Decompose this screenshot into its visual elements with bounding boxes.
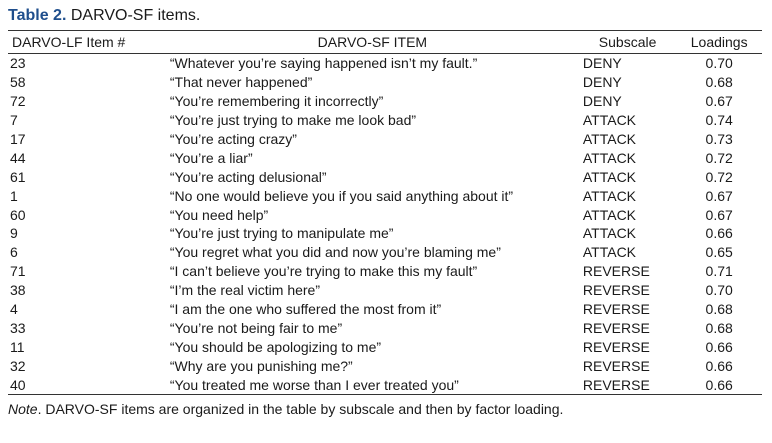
cell-item-number: 32: [10, 357, 26, 374]
table-caption-title: DARVO-SF items.: [70, 7, 201, 24]
cell-item-number: 61: [10, 168, 26, 185]
cell-item-number: 23: [10, 55, 26, 72]
cell-subscale: ATTACK: [582, 244, 637, 261]
cell-item-text: “You’re just trying to make me look bad”: [169, 112, 417, 129]
cell-item-text: “You’re a liar”: [169, 149, 253, 166]
cell-subscale: REVERSE: [582, 357, 650, 374]
cell-item-number: 17: [10, 131, 26, 147]
cell-subscale: REVERSE: [582, 376, 650, 393]
cell-item-number: 11: [10, 338, 25, 355]
cell-subscale: REVERSE: [582, 338, 650, 355]
table-caption: [8, 6, 762, 26]
cell-item-text: “You’re acting delusional”: [169, 168, 327, 185]
table-caption-label: Table 2.: [8, 7, 67, 24]
cell-item-number: 4: [10, 301, 18, 318]
cell-loading: 0.72: [705, 149, 733, 166]
cell-subscale: DENY: [582, 74, 622, 91]
table-row: [8, 186, 762, 205]
table-row: [8, 262, 762, 281]
cell-loading: 0.74: [705, 112, 733, 129]
header-subscale: Subscale: [598, 34, 657, 50]
cell-item-text: “You’re acting crazy”: [169, 131, 297, 147]
cell-loading: 0.71: [705, 263, 733, 280]
cell-subscale: REVERSE: [582, 319, 650, 336]
cell-subscale: REVERSE: [582, 263, 650, 280]
cell-subscale: REVERSE: [582, 301, 650, 318]
table-body: [8, 54, 762, 395]
table-row: [8, 54, 762, 73]
cell-loading: 0.67: [705, 187, 733, 204]
table-row: [8, 148, 762, 167]
cell-item-text: “You need help”: [169, 206, 269, 223]
cell-item-text: “I am the one who suffered the most from it”: [169, 301, 442, 318]
cell-item-number: 40: [10, 376, 26, 393]
cell-item-text: “You’re not being fair to me”: [169, 319, 343, 336]
cell-loading: 0.67: [705, 206, 733, 223]
table-row: [8, 356, 762, 375]
cell-loading: 0.70: [705, 55, 733, 72]
table-row: [8, 224, 762, 243]
cell-loading: 0.68: [705, 301, 733, 318]
cell-item-text: “I’m the real victim here”: [169, 282, 321, 299]
cell-item-number: 1: [10, 187, 18, 204]
cell-subscale: ATTACK: [582, 112, 637, 129]
cell-item-number: 44: [10, 149, 26, 166]
cell-item-number: 33: [10, 319, 26, 336]
cell-subscale: ATTACK: [582, 206, 637, 223]
cell-subscale: ATTACK: [582, 187, 637, 204]
table-row: [8, 337, 762, 356]
table-row: [8, 300, 762, 319]
cell-item-text: “Why are you punishing me?”: [169, 357, 353, 374]
cell-item-text: “You’re just trying to manipulate me”: [169, 225, 394, 242]
table-row: [8, 92, 762, 111]
cell-loading: 0.66: [705, 338, 733, 355]
cell-item-number: 9: [10, 225, 18, 242]
cell-loading: 0.66: [705, 225, 733, 242]
cell-loading: 0.66: [705, 376, 733, 393]
table-row: [8, 111, 762, 130]
darvo-sf-items-table: [8, 30, 762, 395]
cell-item-number: 60: [10, 206, 26, 223]
header-item: DARVO-SF ITEM: [317, 34, 428, 50]
table-note: [8, 401, 762, 417]
cell-item-text: “Whatever you’re saying happened isn’t my fault.”: [169, 55, 478, 72]
cell-loading: 0.70: [705, 282, 733, 299]
note-label: Note: [8, 401, 38, 418]
cell-subscale: ATTACK: [582, 149, 637, 166]
table-row: [8, 73, 762, 92]
cell-item-number: 72: [10, 93, 26, 110]
cell-loading: 0.73: [705, 131, 733, 147]
table-row: [8, 205, 762, 224]
table-row: [8, 375, 762, 394]
cell-item-number: 6: [10, 244, 18, 261]
cell-subscale: ATTACK: [582, 131, 637, 147]
table-container: [8, 6, 762, 417]
cell-subscale: ATTACK: [582, 225, 637, 242]
cell-subscale: ATTACK: [582, 168, 637, 185]
cell-loading: 0.66: [705, 357, 733, 374]
table-row: [8, 243, 762, 262]
cell-loading: 0.68: [705, 319, 733, 336]
header-item-number: DARVO-LF Item #: [12, 34, 126, 50]
cell-item-number: 7: [10, 112, 18, 129]
cell-item-text: “No one would believe you if you said anything about it”: [169, 187, 514, 204]
cell-loading: 0.68: [705, 74, 733, 91]
cell-loading: 0.72: [705, 168, 733, 185]
table-row: [8, 281, 762, 300]
table-row: [8, 318, 762, 337]
cell-item-text: “You should be apologizing to me”: [169, 338, 382, 355]
cell-item-number: 71: [10, 263, 26, 280]
table-row: [8, 167, 762, 186]
table-row: [8, 130, 762, 149]
cell-item-number: 38: [10, 282, 26, 299]
header-loadings: Loadings: [690, 34, 748, 50]
cell-item-text: “You’re remembering it incorrectly”: [169, 93, 384, 110]
cell-item-text: “I can’t believe you’re trying to make this my fault”: [169, 263, 478, 280]
cell-loading: 0.65: [705, 244, 733, 261]
note-text: . DARVO-SF items are organized in the table by subscale and then by factor loading.: [37, 401, 564, 418]
cell-subscale: DENY: [582, 55, 622, 72]
cell-item-text: “That never happened”: [169, 74, 313, 91]
cell-subscale: REVERSE: [582, 282, 650, 299]
table-header-row: [8, 31, 762, 54]
cell-subscale: DENY: [582, 93, 622, 110]
cell-item-text: “You treated me worse than I ever treated you”: [169, 376, 459, 393]
cell-loading: 0.67: [705, 93, 733, 110]
cell-item-text: “You regret what you did and now you’re blaming me”: [169, 244, 501, 261]
cell-item-number: 58: [10, 74, 26, 91]
